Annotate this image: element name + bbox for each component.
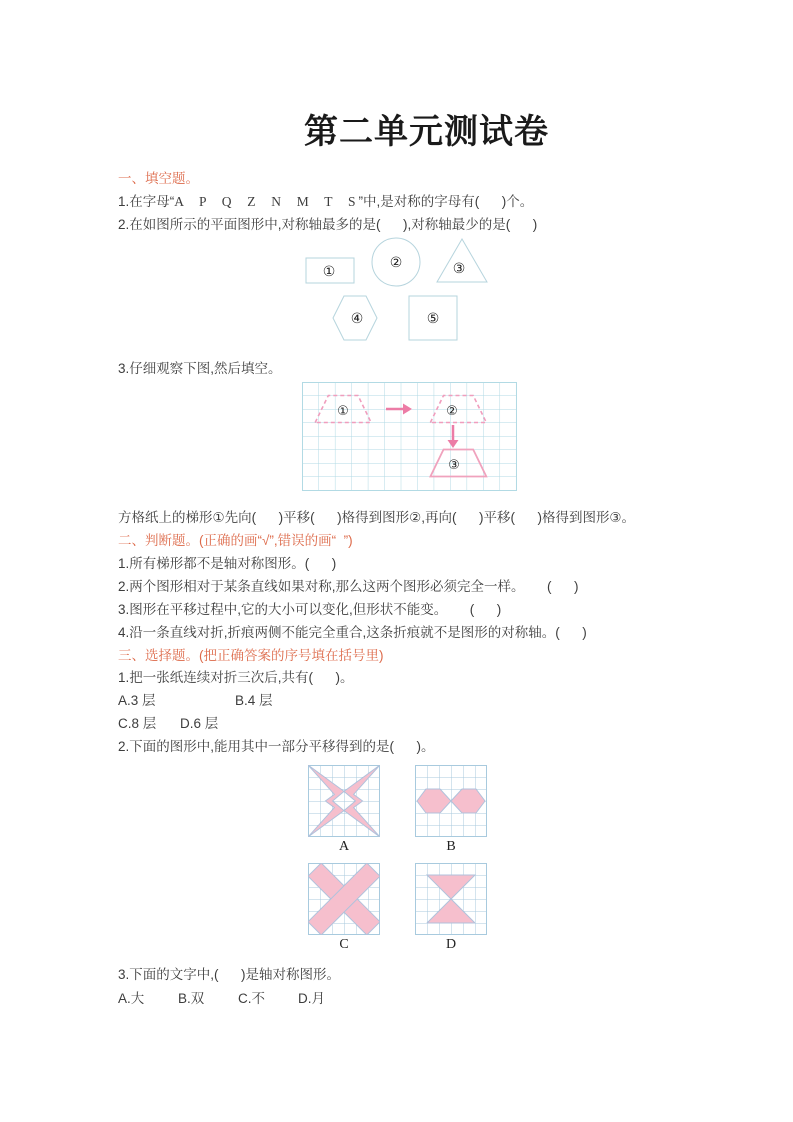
choice-q3-option-d: D.月 [298,991,325,1006]
grid-label-2: ② [446,403,458,418]
shape-label-1: ① [322,263,336,279]
choice-question-3: 3.下面的文字中,( )是轴对称图形。 [118,967,341,982]
choice-q3-option-c: C.不 [238,991,265,1006]
choice-q1-option-d: D.6 层 [180,716,219,731]
fill-q1-letters: A P Q Z N M T S [174,194,359,209]
fill-q1-suffix: ”中,是对称的字母有( )个。 [358,194,534,209]
figure-c-label: C [339,937,349,952]
choice-question-1: 1.把一张纸连续对折三次后,共有( )。 [118,670,354,685]
choice-figure-a [308,765,380,837]
choice-figure-d [415,863,487,935]
plane-shapes-figure [300,235,510,355]
fill-question-3: 3.仔细观察下图,然后填空。 [118,361,282,376]
grid-label-3: ③ [448,457,460,472]
choice-figure-c [308,863,380,935]
figure-a-label: A [338,839,350,854]
fill-question-2: 2.在如图所示的平面图形中,对称轴最多的是( ),对称轴最少的是( ) [118,217,538,232]
choice-q3-option-b: B.双 [178,991,205,1006]
choice-q3-option-a: A.大 [118,991,145,1006]
grid-caption: 方格纸上的梯形①先向( )平移( )格得到图形②,再向( )平移( )格得到图形③。 [118,510,636,525]
shape-label-2: ② [389,254,403,270]
choice-figure-b [415,765,487,837]
shape-label-5: ⑤ [426,310,440,326]
shape-label-3: ③ [452,260,466,276]
section-fill-heading: 一、填空题。 [118,171,199,186]
translation-grid-figure [302,382,518,492]
choice-q1-option-b: B.4 层 [235,693,273,708]
judge-item-3: 3.图形在平移过程中,它的大小可以变化,但形状不能变。 ( ) [118,602,502,617]
choice-q1-option-c: C.8 层 [118,716,157,731]
judge-item-4: 4.沿一条直线对折,折痕两侧不能完全重合,这条折痕就不是图形的对称轴。( ) [118,625,587,640]
section-judge-heading: 二、判断题。(正确的画“√”,错误的画“ ”) [118,533,353,548]
fill-question-1 [118,193,533,211]
choice-question-2: 2.下面的图形中,能用其中一部分平移得到的是( )。 [118,739,435,754]
section-choice-heading: 三、选择题。(把正确答案的序号填在括号里) [118,648,384,663]
grid-label-1: ① [337,403,349,418]
shape-label-4: ④ [350,310,364,326]
figure-d-label: D [445,937,457,952]
judge-item-2: 2.两个图形相对于某条直线如果对称,那么这两个图形必须完全一样。 ( ) [118,579,579,594]
fill-q1-prefix: 1.在字母“ [118,194,175,209]
figure-b-label: B [446,839,456,854]
choice-q1-option-a: A.3 层 [118,693,156,708]
page-title: 第二单元测试卷 [304,113,549,151]
judge-item-1: 1.所有梯形都不是轴对称图形。( ) [118,556,337,571]
